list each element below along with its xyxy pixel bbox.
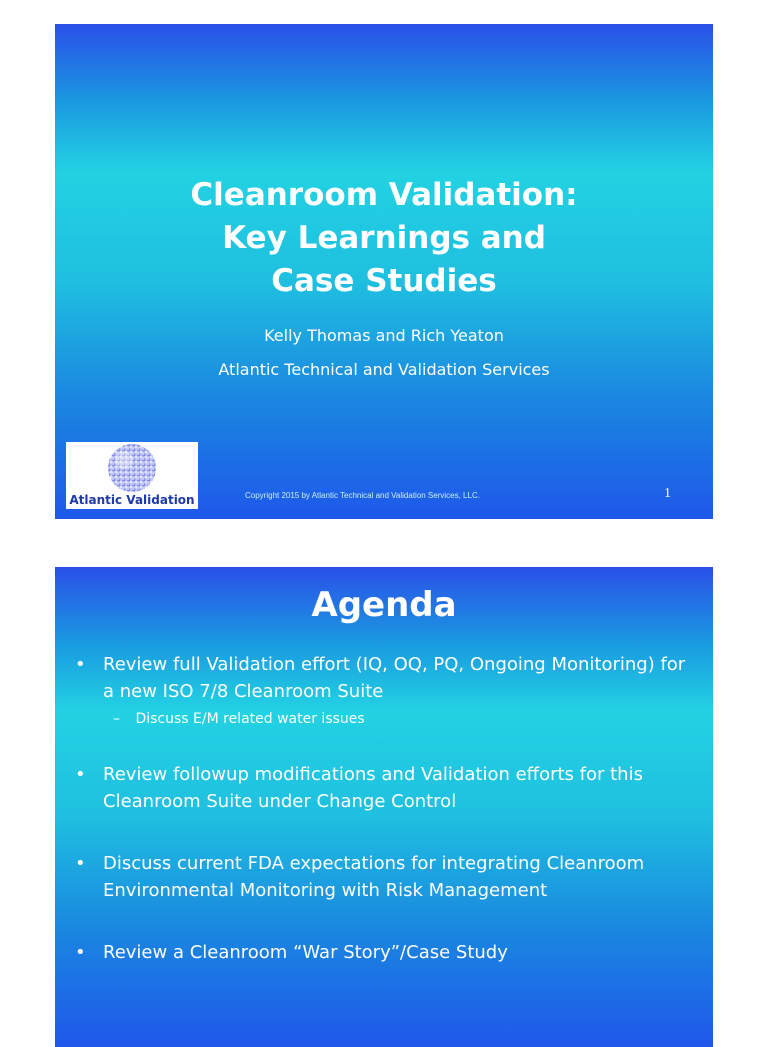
agenda-title: Agenda [311,585,457,625]
title-line-3: Case Studies [271,263,497,299]
bullet-marker: • [75,654,86,675]
bullet-text: Discuss current FDA expectations for integrating Cleanroom Environmental Monitoring with Risk Management [103,853,645,901]
title-line-2: Key Learnings and [222,220,546,256]
sub-bullet-item [113,709,365,729]
copyright-text: Copyright 2015 by Atlantic Technical and Validation Services, LLC. [245,491,480,500]
agenda-slide [55,567,713,1047]
title-line-1: Cleanroom Validation: [190,177,578,213]
bullet-text: Review a Cleanroom “War Story”/Case Study [103,942,508,963]
title-slide [55,24,713,519]
logo-text: Atlantic Validation [69,493,195,507]
bullet-marker: • [75,942,86,963]
sub-bullet-marker: – [113,711,120,727]
bullet-marker: • [75,853,86,874]
sub-bullet-text: Discuss E/M related water issues [135,711,365,727]
bullet-marker: • [75,764,86,785]
bullet-text: Review followup modifications and Validation efforts for this Cleanroom Suite under Change Control [103,764,643,812]
company-line: Atlantic Technical and Validation Services [218,360,550,379]
page-number: 1 [664,486,671,501]
atlantic-validation-logo [66,442,198,509]
slide-title [55,174,713,303]
bullet-text: Review full Validation effort (IQ, OQ, PQ, Ongoing Monitoring) for a new ISO 7/8 Cleanroom Suite [103,654,686,702]
author-line: Kelly Thomas and Rich Yeaton [264,326,504,345]
